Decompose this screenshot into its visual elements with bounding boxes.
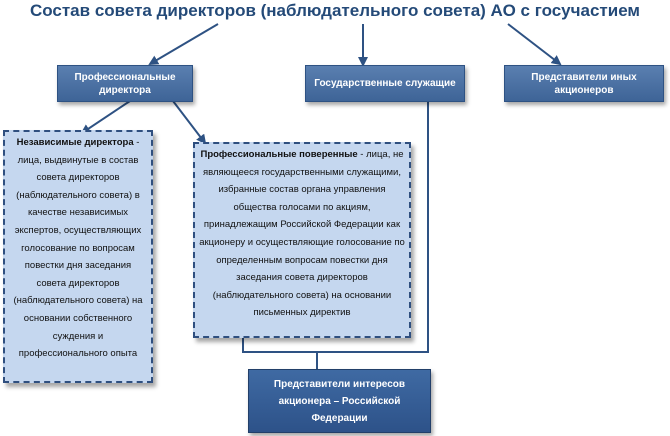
arrow-to-other-shareholders xyxy=(508,24,560,64)
line-attorneys-down xyxy=(243,336,317,352)
professional-attorneys-text: - лица, не являющееся государственными служащими, избранные состав органа управления общества голосами по акциям, принадлежащим Российской Федерации как акционеру и осуществляющие голосование по определенным вопросам повестки дня заседания совета директоров (наблюдательного совета) на основании письменных директив xyxy=(199,149,405,319)
professional-attorneys-heading: Профессиональные поверенные xyxy=(200,149,358,160)
arrow-to-attorneys xyxy=(173,101,205,143)
arrow-to-independent xyxy=(82,101,130,133)
professional-attorneys-box xyxy=(193,142,411,338)
other-shareholders-node xyxy=(504,65,664,102)
arrow-to-professional xyxy=(150,24,218,64)
independent-directors-box xyxy=(3,130,153,383)
independent-directors-text: - лица, выдвинутые в состав совета директоров (наблюдательного совета) в качестве независимых экспертов, осуществляющих голосование по вопросам повестки дня заседания совета директоров (наблюдательного совета) на основании собственного суждения и профессионального опыта xyxy=(13,137,143,360)
professional-directors-node xyxy=(57,65,193,102)
federation-representatives-label: Представители интересов акционера – Российской Федерации xyxy=(273,378,406,424)
professional-directors-label: Профессиональные директора xyxy=(74,71,176,96)
civil-servants-label: Государственные служащие xyxy=(314,78,456,89)
independent-directors-heading: Независимые директора xyxy=(16,137,134,148)
diagram-title: Состав совета директоров (наблюдательного совета) АО с госучастием xyxy=(29,1,641,20)
federation-representatives-node xyxy=(248,369,431,433)
civil-servants-node xyxy=(305,65,465,102)
other-shareholders-label: Представители иных акционеров xyxy=(531,71,637,96)
